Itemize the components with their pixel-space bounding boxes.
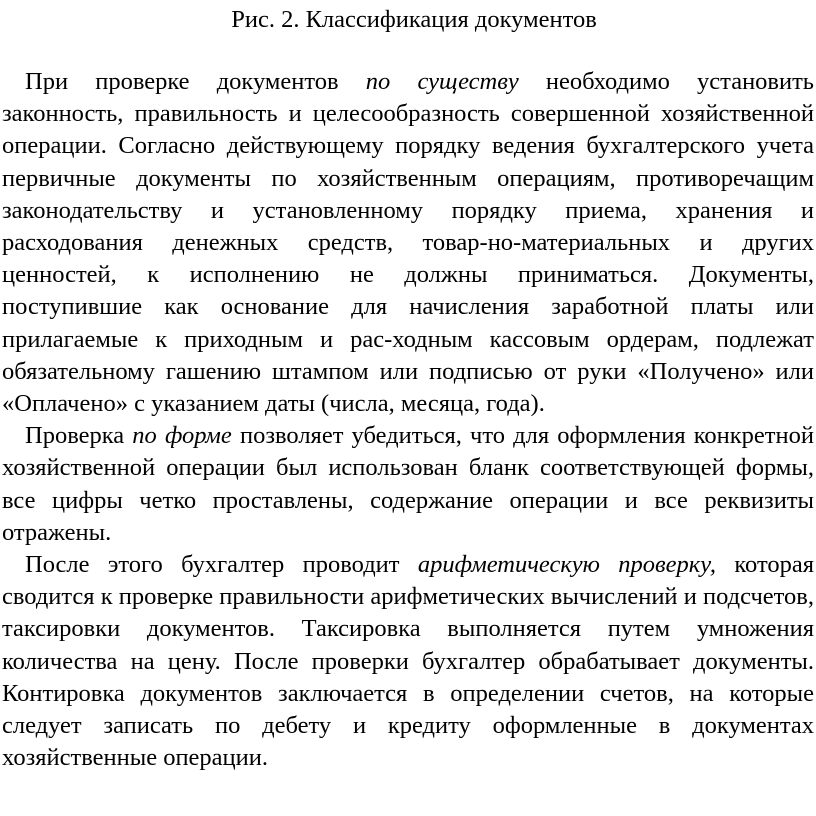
paragraph-form-check xyxy=(2,420,814,549)
paragraph-text: Проверка xyxy=(25,422,133,450)
emphasis-text: арифметическую проверку, xyxy=(417,551,717,579)
emphasis-text: по существу xyxy=(365,68,519,95)
paragraph-substance-check xyxy=(2,66,814,420)
paragraph-text: позволяет убедиться, что для оформления конкретной хозяйственной операции был использован бланк соответствующей формы, все цифры четко проставлены, содержание операции и все реквизиты отражены. xyxy=(2,422,814,546)
paragraph-text: После этого бухгалтер проводит xyxy=(25,551,418,579)
paragraph-text: необходимо установить законность, правильность и целесообразность совершенной хозяйственной операции. Согласно действующему порядку ведения бухгалтерского учета первичные документы по хозяйственным операциям, противоречащим законодательству и установленному порядку приема, хранения и расходования денежных средств, товар-но-материальных и других ценностей, к исполнению не должны приниматься. Документы, поступившие как основание для начисления заработной платы или прилагаемые к приходным и рас-ходным кассовым ордерам, подлежат обязательному гашению штампом или подписью от руки «Получено» или «Оплачено» с указанием даты (числа, месяца, года). xyxy=(2,68,814,418)
figure-caption: Рис. 2. Классификация документов xyxy=(231,6,597,33)
paragraph-text: При проверке документов xyxy=(25,68,366,95)
paragraph-arithmetic-check xyxy=(2,549,814,774)
paragraph-text: которая сводится к проверке правильности арифметических вычислений и подсчетов, таксировки документов. Таксировка выполняется путем умножения количества на цену. После проверки бухгалтер обрабатывает документы. Контировка документов заключается в определении счетов, на которые следует записать по дебету и кредиту оформленные в документах хозяйственные операции. xyxy=(2,551,814,772)
emphasis-text: по форме xyxy=(132,422,232,450)
